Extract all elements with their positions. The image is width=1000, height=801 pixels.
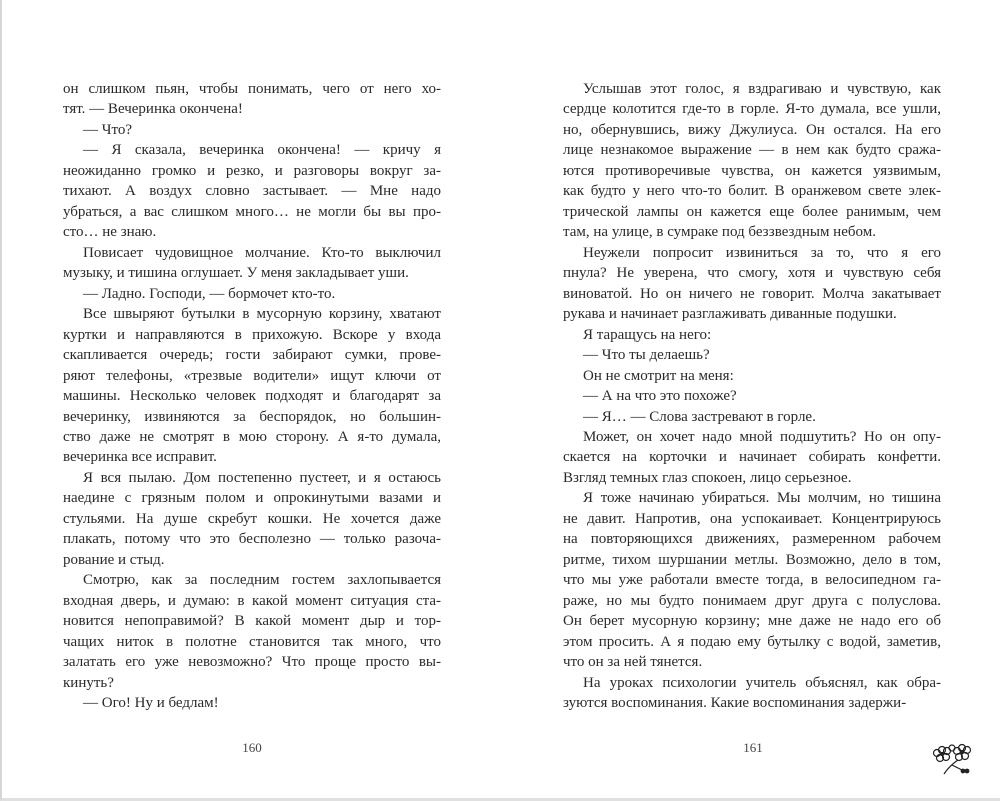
text-line: трической лампы он кажется еще более ранимым, чем <box>563 203 941 220</box>
text-line: что он за ней тянется. <box>563 654 703 671</box>
text-line: неожиданно громко и резко, и разговоры вокруг за- <box>63 162 441 179</box>
text-line: Все швыряют бутылки в мусорную корзину, хватают <box>83 306 441 323</box>
text-line: но, обернувшись, вижу Джулиуса. Он остался. На его <box>563 121 941 138</box>
text-line: скается на корточки и начинает собирать конфетти. <box>563 449 941 466</box>
text-line: новится непоправимой? В какой момент дыр и тор- <box>63 613 441 630</box>
text-line: вечеринку, извиняются за беспорядок, но большин- <box>63 408 441 425</box>
paragraph <box>63 120 441 140</box>
text-line: пнула? Не уверена, что смогу, хотя и чувствую себя <box>563 265 941 282</box>
text-line: что мы уже работали вместе тогда, в велосипедном га- <box>563 572 941 589</box>
text-line: машины. Несколько человек подходят и благодарят за <box>63 388 441 405</box>
text-line: музыку, и тишина оглушает. У меня закладывает уши. <box>63 265 409 282</box>
text-line: Я таращусь на него: <box>583 326 712 343</box>
paragraph <box>63 284 441 304</box>
text-line: — Что ты делаешь? <box>583 347 710 364</box>
text-line: — Что? <box>83 121 133 138</box>
text-line: тихают. А воздух словно застывает. — Мне надо <box>63 183 441 200</box>
text-line: виноватой. Но он ничего не говорит. Молча закатывает <box>563 285 941 302</box>
text-line: там, на улице, в сумраке под беззвездным небом. <box>563 224 876 241</box>
page-number-left: 160 <box>242 740 262 755</box>
text-line: стульями. На душе скребут кошки. Не хочется даже <box>63 510 441 527</box>
text-line: ритме, тихом шуршании метлы. Возможно, дело в том, <box>563 551 941 568</box>
text-line: Услышав этот голос, я вздрагиваю и чувствую, как <box>583 81 941 97</box>
text-line: Он берет мусорную корзину; мне даже не надо его об <box>563 613 941 630</box>
text-line: — Я сказала, вечеринка окончена! — кричу я <box>83 142 441 159</box>
text-line: — Ладно. Господи, — бормочет кто-то. <box>83 285 336 302</box>
paragraph <box>563 325 941 345</box>
paragraph <box>63 243 441 284</box>
page-number-right: 161 <box>743 740 763 755</box>
text-line: Он не смотрит на меня: <box>583 367 734 384</box>
right-page-text <box>563 79 941 714</box>
paragraph <box>63 468 441 570</box>
text-line: Может, он хочет надо мной подшутить? Но он опу- <box>583 428 941 445</box>
text-line: Я тоже начинаю убираться. Мы молчим, но тишина <box>583 490 941 507</box>
text-line: на повторяющихся движениях, размеренном рабочем <box>563 531 941 548</box>
text-line: он слишком пьян, чтобы понимать, чего от него хо- <box>63 81 441 97</box>
paragraph <box>63 693 441 713</box>
paragraph <box>563 79 941 243</box>
text-line: сердце колотится где-то в горле. Я-то думала, все ушли, <box>563 101 941 118</box>
text-line: наедине с грязным полом и опрокинутыми вазами и <box>63 490 441 507</box>
paragraph <box>563 366 941 386</box>
text-line: куртки и направляются в прихожую. Вскоре у входа <box>63 326 441 343</box>
text-line: чащих ниток в полотне становится так много, что <box>63 633 441 650</box>
text-line: Повисает чудовищное молчание. Кто-то выключил <box>83 244 441 261</box>
text-line: — А на что это похоже? <box>583 388 737 405</box>
paragraph <box>563 488 941 672</box>
text-line: — Ого! Ну и бедлам! <box>83 695 219 712</box>
paragraph <box>563 243 941 325</box>
text-line: рукава и начинает разглаживать диванные подушки. <box>563 306 897 323</box>
left-page-text <box>63 79 441 714</box>
text-line: ство даже не смотрят в мою сторону. А я-то думала, <box>63 428 441 445</box>
text-line: залатать его уже невозможно? Что проще просто вы- <box>63 654 441 671</box>
text-line: скапливается очередь; гости забирают сумки, прове- <box>63 347 441 364</box>
text-line: зуются воспоминания. Какие воспоминания задержи- <box>563 695 907 712</box>
text-line: ются противоречивые чувства, он кажется уязвимым, <box>563 162 941 179</box>
text-line: Неужели попросит извиниться за то, что я его <box>583 244 941 261</box>
text-line: Я вся пылаю. Дом постепенно пустеет, и я остаюсь <box>83 469 441 486</box>
text-line: вечеринка все исправит. <box>63 449 217 466</box>
paragraph <box>63 570 441 693</box>
paragraph <box>63 140 441 242</box>
text-line: убраться, а вас слишком много… не могли бы вы про- <box>63 203 441 220</box>
text-line: лице незнакомое выражение — в нем как будто сража- <box>563 142 941 159</box>
paragraph <box>563 386 941 406</box>
text-line: Взгляд темных глаз спокоен, лицо серьезное. <box>563 469 852 486</box>
text-line: как будто у него что-то болит. В оранжевом свете элек- <box>563 183 941 200</box>
text-line: раже, но мы будто понимаем друг друга с полуслова. <box>563 592 941 609</box>
flower-branch-icon <box>932 740 974 776</box>
paragraph <box>563 407 941 427</box>
text-line: рование и стыд. <box>63 551 165 568</box>
paragraph <box>563 427 941 488</box>
paragraph <box>563 673 941 714</box>
paragraph <box>63 304 441 468</box>
paragraph <box>63 79 441 120</box>
text-line: не давит. Напротив, она успокаивает. Концентрируюсь <box>563 510 941 527</box>
paragraph <box>563 345 941 365</box>
text-line: тят. — Вечеринка окончена! <box>63 101 243 118</box>
text-line: На уроках психологии учитель объяснял, как обра- <box>583 674 941 691</box>
text-line: кинуть? <box>63 674 114 691</box>
text-line: плакать, потому что это бесполезно — только разоча- <box>63 531 441 548</box>
text-line: сто… не знаю. <box>63 224 157 241</box>
text-line: — Я… — Слова застревают в горле. <box>583 408 816 425</box>
text-line: этом просить. А я подаю ему бутылку с водой, заметив, <box>563 633 941 650</box>
text-line: ряют телефоны, «трезвые водители» ищут ключи от <box>63 367 441 384</box>
text-line: входная дверь, и думаю: в какой момент ситуация ста- <box>63 592 441 609</box>
text-line: Смотрю, как за последним гостем захлопывается <box>83 572 441 589</box>
